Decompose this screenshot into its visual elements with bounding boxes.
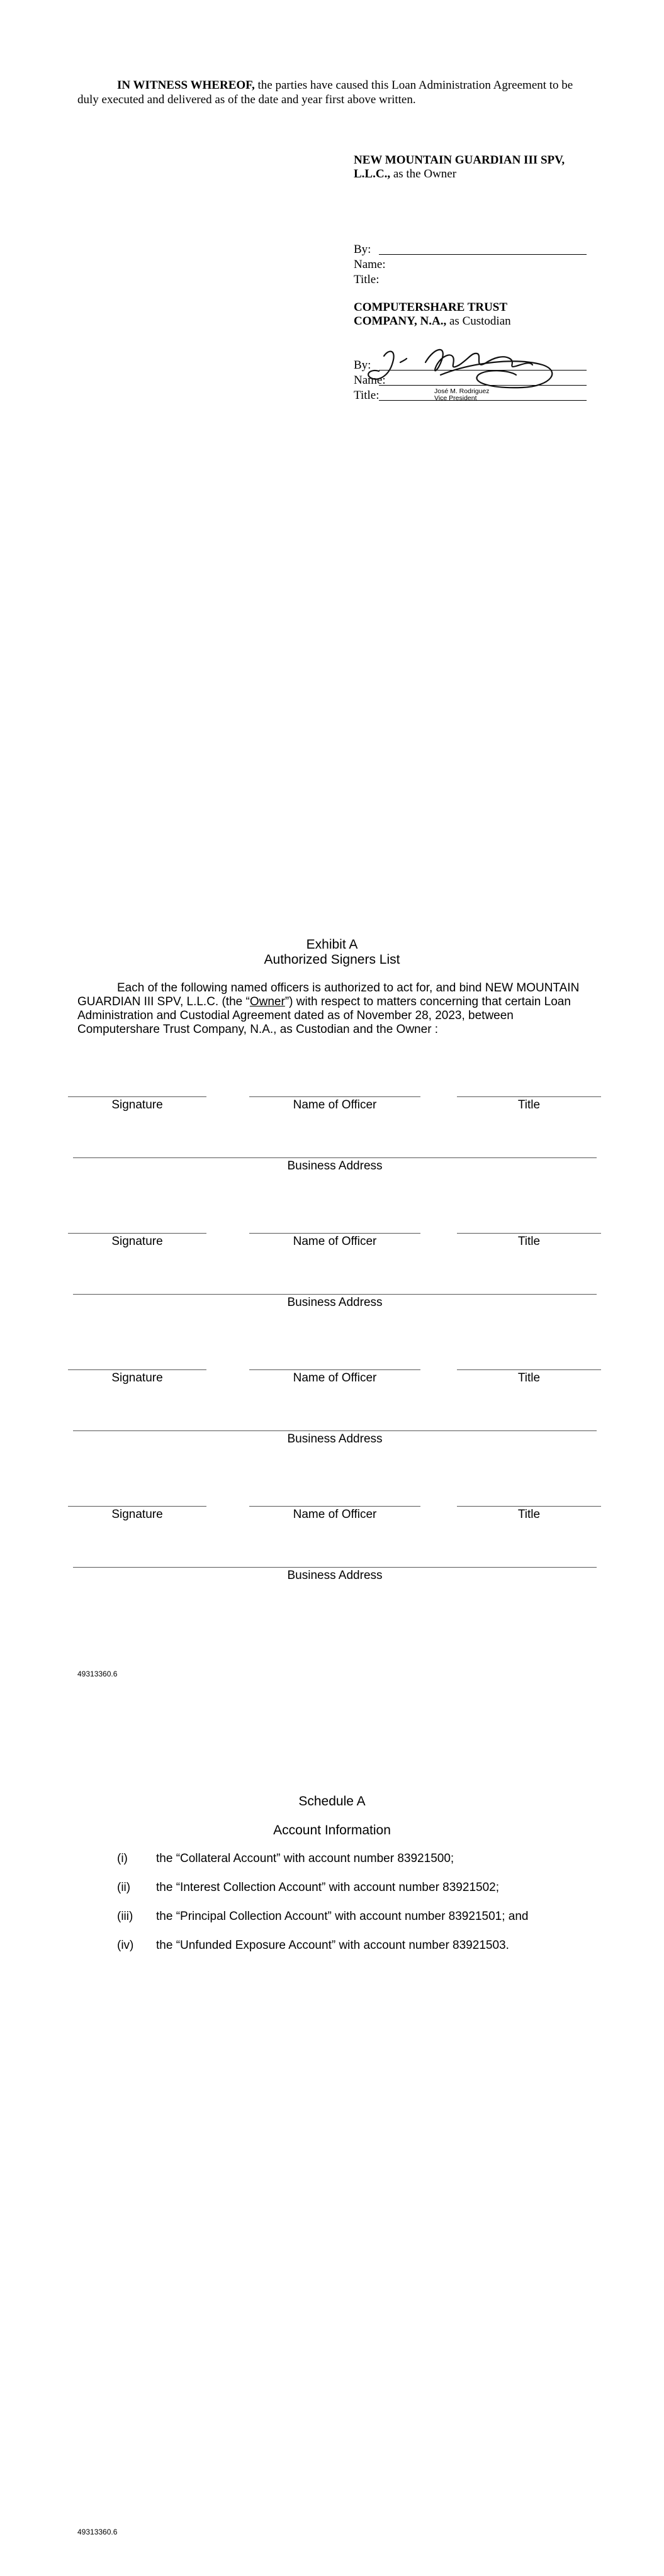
witness-lead: IN WITNESS WHEREOF, <box>117 79 255 92</box>
owner-name-row <box>354 258 587 272</box>
account-item-number: (i) <box>117 1852 128 1865</box>
witness-text: the parties have caused this Loan Administration Agreement to be duly executed and delivered as of the date and year first above written. <box>77 79 573 106</box>
owner-signature-line <box>379 254 587 255</box>
title-caption: Title <box>517 1508 541 1521</box>
officer-name-caption: Name of Officer <box>293 1371 377 1385</box>
title-line <box>457 1096 601 1097</box>
schedule-subtitle: Account Information <box>273 1823 391 1837</box>
owner-heading <box>354 153 599 181</box>
owner-by-row <box>354 243 587 257</box>
schedule-title: Schedule A <box>298 1794 366 1809</box>
signature-line <box>68 1369 206 1370</box>
title-caption: Title <box>517 1098 541 1112</box>
officer-name-caption: Name of Officer <box>293 1235 377 1248</box>
business-address-line <box>73 1567 597 1568</box>
business-address-line <box>73 1294 597 1295</box>
signature-caption: Signature <box>111 1235 163 1248</box>
officer-name-caption: Name of Officer <box>293 1098 377 1112</box>
title-caption: Title <box>517 1371 541 1385</box>
account-item-number: (iii) <box>117 1910 133 1923</box>
exhibit-intro-term: Owner <box>249 995 285 1008</box>
business-address-caption: Business Address <box>287 1159 383 1173</box>
custodian-signer-caption <box>434 388 490 402</box>
account-item-number: (ii) <box>117 1881 131 1894</box>
exhibit-subtitle: Authorized Signers List <box>264 952 400 967</box>
exhibit-title: Exhibit A <box>306 937 358 952</box>
exhibit-intro-before: Each of the following named officers is authorized to act for, and bind NEW MOUNTAIN GUARDIAN III SPV, L.L.C. (the “ <box>77 981 580 1008</box>
account-item-text: the “Interest Collection Account” with account number 83921502; <box>156 1881 499 1894</box>
officer-name-line <box>249 1233 420 1234</box>
title-line <box>457 1233 601 1234</box>
owner-role: as the Owner <box>390 167 457 181</box>
officer-name-caption: Name of Officer <box>293 1508 377 1521</box>
custodian-signer-title: Vice President <box>434 394 477 402</box>
custodian-by-label: By: <box>354 359 371 372</box>
owner-title-label: Title: <box>354 273 380 286</box>
signature-caption: Signature <box>111 1371 163 1385</box>
business-address-caption: Business Address <box>287 1296 383 1309</box>
business-address-caption: Business Address <box>287 1569 383 1582</box>
exhibit-doc-id: 49313360.6 <box>77 1670 118 1678</box>
title-line <box>457 1369 601 1370</box>
exhibit-intro-after: ”) with respect to matters concerning that certain Loan Administration and Custodial Agreement dated as of November 28, 2023, between Computershare Trust Company, N.A., as Custodian and the Owner : <box>77 995 571 1036</box>
business-address-line <box>73 1430 597 1431</box>
signature-line <box>68 1506 206 1507</box>
account-item-text: the “Collateral Account” with account number 83921500; <box>156 1852 454 1865</box>
signature-caption: Signature <box>111 1098 163 1112</box>
custodian-heading <box>354 301 561 328</box>
business-address-caption: Business Address <box>287 1432 383 1446</box>
schedule-doc-id: 49313360.6 <box>77 2528 118 2536</box>
signature-caption: Signature <box>111 1508 163 1521</box>
account-item-number: (iv) <box>117 1939 134 1952</box>
signature-line <box>68 1096 206 1097</box>
handwritten-signature <box>365 343 566 391</box>
officer-name-line <box>249 1096 420 1097</box>
owner-name-label: Name: <box>354 258 386 271</box>
owner-by-label: By: <box>354 243 371 256</box>
account-item-text: the “Principal Collection Account” with account number 83921501; and <box>156 1910 529 1923</box>
exhibit-intro <box>77 981 594 1037</box>
custodian-role: as Custodian <box>446 315 511 328</box>
signature-line <box>68 1233 206 1234</box>
owner-name: NEW MOUNTAIN GUARDIAN III SPV, L.L.C., <box>354 153 565 181</box>
custodian-title-label: Title: <box>354 389 380 402</box>
custodian-name-label: Name: <box>354 374 386 387</box>
title-line <box>457 1506 601 1507</box>
custodian-name: COMPUTERSHARE TRUST COMPANY, N.A., <box>354 301 507 328</box>
owner-title-row <box>354 273 587 287</box>
account-item-text: the “Unfunded Exposure Account” with account number 83921503. <box>156 1939 509 1952</box>
custodian-signer-name: José M. Rodriguez <box>434 388 490 395</box>
officer-name-line <box>249 1369 420 1370</box>
title-caption: Title <box>517 1235 541 1248</box>
witness-paragraph <box>77 78 594 107</box>
business-address-line <box>73 1157 597 1158</box>
officer-name-line <box>249 1506 420 1507</box>
